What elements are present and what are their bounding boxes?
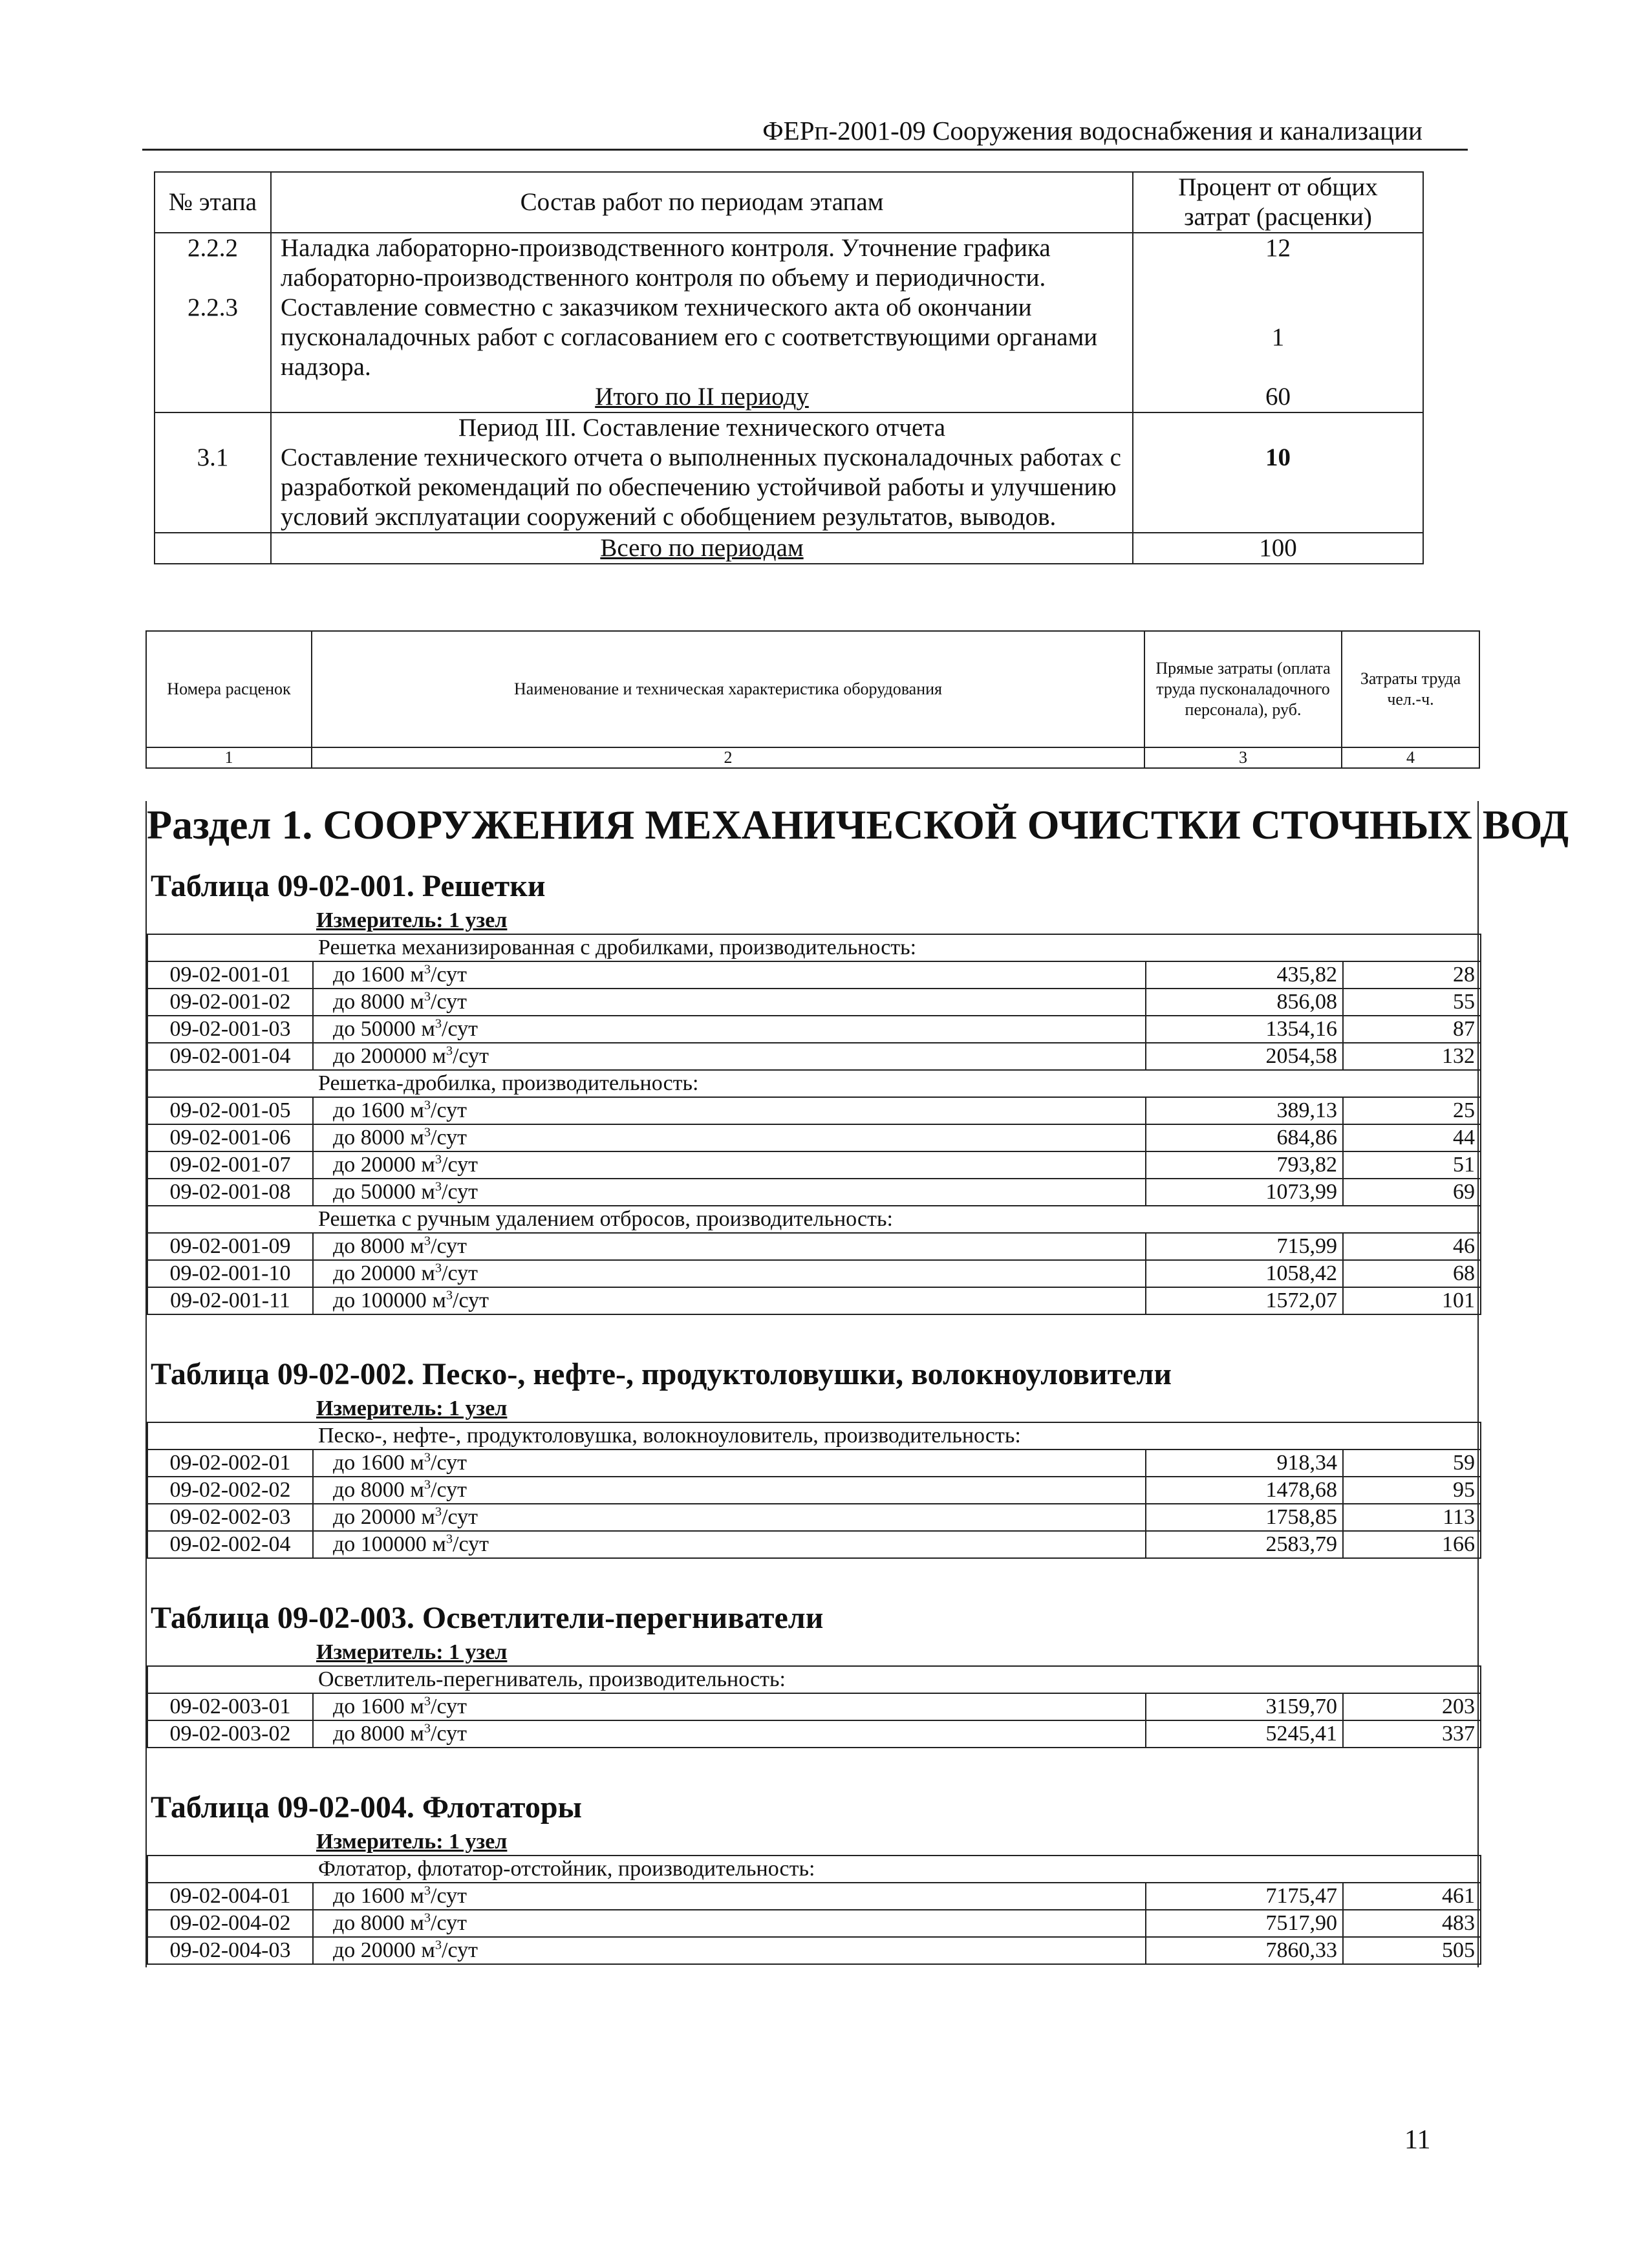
row-name: до 8000 $м^3$/сут	[313, 1124, 1146, 1151]
col-number: 2	[312, 747, 1144, 768]
row-name: до 1600 $м^3$/сут	[313, 1693, 1146, 1720]
group-label: Флотатор, флотатор-отстойник, производительность:	[313, 1856, 1481, 1883]
row-labor: 69	[1343, 1179, 1481, 1206]
period-title: Период III. Составление технического отчета	[271, 412, 1133, 443]
stages-table	[154, 171, 1424, 564]
period-title-row	[155, 412, 1423, 443]
row-name: до 20000 $м^3$/сут	[313, 1504, 1146, 1531]
group-label: Осветлитель-перегниватель, производительность:	[313, 1666, 1481, 1693]
group-row	[147, 1206, 1481, 1233]
row-name: до 8000 $м^3$/сут	[313, 989, 1146, 1016]
row-code: 09-02-003-02	[147, 1720, 313, 1748]
row-cost: 7175,47	[1146, 1883, 1343, 1910]
col-number: 3	[1144, 747, 1342, 768]
header-title: ФЕРп-2001-09 Сооружения водоснабжения и канализации	[762, 116, 1423, 145]
total-row	[155, 533, 1423, 564]
table-row	[147, 989, 1481, 1016]
row-cost: 7860,33	[1146, 1937, 1343, 1964]
running-header	[142, 109, 1468, 151]
table-row	[147, 1287, 1481, 1314]
table-title: Таблица 09-02-003. Осветлители-перегниватели	[151, 1601, 824, 1635]
group-row	[147, 1666, 1481, 1693]
row-name: до 100000 $м^3$/сут	[313, 1287, 1146, 1314]
table-row	[147, 1937, 1481, 1964]
table-row	[147, 1233, 1481, 1260]
row-code: 09-02-001-09	[147, 1233, 313, 1260]
table-meter: Измеритель: 1 узел	[316, 1830, 508, 1854]
group-row	[147, 1856, 1481, 1883]
row-cost: 2583,79	[1146, 1531, 1343, 1558]
group-label: Песко-, нефте-, продуктоловушка, волокноуловитель, производительность:	[313, 1422, 1481, 1450]
row-code: 09-02-002-04	[147, 1531, 313, 1558]
stage-number: 2.2.2	[155, 233, 271, 293]
col-header-direct-costs: Прямые затраты (оплата труда пусконаладочного персонала), руб.	[1144, 631, 1342, 747]
col-number: 4	[1342, 747, 1479, 768]
row-code: 09-02-001-03	[147, 1016, 313, 1043]
col-header-work: Состав работ по периодам этапам	[271, 172, 1133, 233]
group-label: Решетка с ручным удалением отбросов, производительность:	[313, 1206, 1481, 1233]
row-labor: 483	[1343, 1910, 1481, 1937]
table-row	[147, 1016, 1481, 1043]
row-cost: 5245,41	[1146, 1720, 1343, 1748]
row-name: до 200000 $м^3$/сут	[313, 1043, 1146, 1070]
table-row	[147, 1260, 1481, 1287]
row-labor: 68	[1343, 1260, 1481, 1287]
stage-percent: 10	[1133, 443, 1423, 533]
row-name: до 8000 $м^3$/сут	[313, 1910, 1146, 1937]
row-code: 09-02-001-07	[147, 1151, 313, 1179]
tables-container	[147, 868, 1477, 1965]
price-table-header	[145, 630, 1480, 769]
stage-number: 3.1	[155, 443, 271, 533]
table-meter: Измеритель: 1 узел	[316, 1396, 508, 1420]
row-cost: 793,82	[1146, 1151, 1343, 1179]
stage-percent: 1	[1133, 293, 1423, 382]
row-name: до 8000 $м^3$/сут	[313, 1720, 1146, 1748]
stage-row	[155, 293, 1423, 382]
row-cost: 1073,99	[1146, 1179, 1343, 1206]
table-row	[147, 1477, 1481, 1504]
col-header-stage: № этапа	[155, 172, 271, 233]
col-header-name: Наименование и техническая характеристика оборудования	[312, 631, 1144, 747]
row-cost: 1058,42	[1146, 1260, 1343, 1287]
row-code: 09-02-001-05	[147, 1097, 313, 1124]
row-labor: 59	[1343, 1450, 1481, 1477]
row-code: 09-02-001-06	[147, 1124, 313, 1151]
table-row	[147, 1043, 1481, 1070]
price-table	[145, 630, 1569, 1967]
row-labor: 461	[1343, 1883, 1481, 1910]
row-name: до 1600 $м^3$/сут	[313, 1883, 1146, 1910]
row-cost: 2054,58	[1146, 1043, 1343, 1070]
row-labor: 51	[1343, 1151, 1481, 1179]
table-row	[147, 961, 1481, 989]
row-cost: 3159,70	[1146, 1693, 1343, 1720]
group-row	[147, 1070, 1481, 1097]
table-title: Таблица 09-02-004. Флотаторы	[151, 1790, 583, 1824]
row-cost: 684,86	[1146, 1124, 1343, 1151]
stages-header-row	[155, 172, 1423, 233]
row-cost: 1758,85	[1146, 1504, 1343, 1531]
row-code: 09-02-001-04	[147, 1043, 313, 1070]
row-name: до 8000 $м^3$/сут	[313, 1477, 1146, 1504]
row-cost: 715,99	[1146, 1233, 1343, 1260]
group-row	[147, 1422, 1481, 1450]
row-labor: 101	[1343, 1287, 1481, 1314]
section-title: Раздел 1. СООРУЖЕНИЯ МЕХАНИЧЕСКОЙ ОЧИСТКИ СТОЧНЫХ ВОД	[147, 802, 1569, 848]
row-labor: 44	[1343, 1124, 1481, 1151]
group-row	[147, 934, 1481, 961]
total-percent: 100	[1133, 533, 1423, 564]
row-labor: 132	[1343, 1043, 1481, 1070]
row-name: до 50000 $м^3$/сут	[313, 1179, 1146, 1206]
stage-text: Наладка лабораторно-производственного контроля. Уточнение графика лабораторно-производственного контроля по объему и периодичности.	[271, 233, 1133, 293]
row-code: 09-02-004-01	[147, 1883, 313, 1910]
row-labor: 337	[1343, 1720, 1481, 1748]
stage-number: 2.2.3	[155, 293, 271, 382]
subtotal-text: Итого по II периоду	[271, 382, 1133, 412]
row-name: до 100000 $м^3$/сут	[313, 1531, 1146, 1558]
row-labor: 28	[1343, 961, 1481, 989]
row-code: 09-02-001-02	[147, 989, 313, 1016]
row-cost: 435,82	[1146, 961, 1343, 989]
row-code: 09-02-001-11	[147, 1287, 313, 1314]
table-row	[147, 1883, 1481, 1910]
table-title: Таблица 09-02-001. Решетки	[151, 869, 546, 903]
row-cost: 918,34	[1146, 1450, 1343, 1477]
stage-text: Составление совместно с заказчиком технического акта об окончании пусконаладочных работ с согласованием его с соответствующими органами надзора.	[271, 293, 1133, 382]
table-row	[147, 1097, 1481, 1124]
table-row	[147, 1450, 1481, 1477]
row-labor: 505	[1343, 1937, 1481, 1964]
price-rows-table	[147, 934, 1481, 1315]
row-code: 09-02-003-01	[147, 1693, 313, 1720]
table-title: Таблица 09-02-002. Песко-, нефте-, продуктоловушки, волокноуловители	[151, 1357, 1172, 1391]
col-header-percent: Процент от общих затрат (расценки)	[1133, 172, 1423, 233]
row-code: 09-02-001-08	[147, 1179, 313, 1206]
row-labor: 87	[1343, 1016, 1481, 1043]
row-labor: 166	[1343, 1531, 1481, 1558]
row-code: 09-02-002-01	[147, 1450, 313, 1477]
row-cost: 1478,68	[1146, 1477, 1343, 1504]
row-name: до 20000 $м^3$/сут	[313, 1151, 1146, 1179]
subtotal-percent: 60	[1133, 382, 1423, 412]
row-cost: 389,13	[1146, 1097, 1343, 1124]
row-labor: 203	[1343, 1693, 1481, 1720]
row-name: до 1600 $м^3$/сут	[313, 1450, 1146, 1477]
row-name: до 20000 $м^3$/сут	[313, 1260, 1146, 1287]
row-name: до 1600 $м^3$/сут	[313, 1097, 1146, 1124]
row-labor: 95	[1343, 1477, 1481, 1504]
row-code: 09-02-001-10	[147, 1260, 313, 1287]
stage-percent: 12	[1133, 233, 1423, 293]
page-number: 11	[1404, 2125, 1431, 2155]
row-cost: 856,08	[1146, 989, 1343, 1016]
subtotal-row	[155, 382, 1423, 412]
table-row	[147, 1124, 1481, 1151]
stage-row	[155, 443, 1423, 533]
col-number: 1	[146, 747, 312, 768]
table-row	[147, 1179, 1481, 1206]
row-labor: 55	[1343, 989, 1481, 1016]
row-name: до 50000 $м^3$/сут	[313, 1016, 1146, 1043]
row-cost: 7517,90	[1146, 1910, 1343, 1937]
row-name: до 20000 $м^3$/сут	[313, 1937, 1146, 1964]
table-row	[147, 1151, 1481, 1179]
price-rows-table	[147, 1422, 1481, 1559]
row-labor: 113	[1343, 1504, 1481, 1531]
price-rows-table	[147, 1855, 1481, 1965]
table-row	[147, 1504, 1481, 1531]
col-header-codes: Номера расценок	[146, 631, 312, 747]
row-code: 09-02-004-03	[147, 1937, 313, 1964]
table-meter: Измеритель: 1 узел	[316, 908, 508, 932]
row-code: 09-02-004-02	[147, 1910, 313, 1937]
group-label: Решетка-дробилка, производительность:	[313, 1070, 1481, 1097]
row-name: до 1600 $м^3$/сут	[313, 961, 1146, 989]
row-code: 09-02-002-03	[147, 1504, 313, 1531]
stage-row	[155, 233, 1423, 293]
row-code: 09-02-001-01	[147, 961, 313, 989]
row-labor: 46	[1343, 1233, 1481, 1260]
row-labor: 25	[1343, 1097, 1481, 1124]
row-code: 09-02-002-02	[147, 1477, 313, 1504]
table-row	[147, 1720, 1481, 1748]
row-name: до 8000 $м^3$/сут	[313, 1233, 1146, 1260]
table-row	[147, 1910, 1481, 1937]
table-row	[147, 1693, 1481, 1720]
price-rows-table	[147, 1665, 1481, 1748]
stage-text: Составление технического отчета о выполненных пусконаладочных работах с разработкой рекомендаций по обеспечению устойчивой работы и улучшению условий эксплуатации сооружений с обобщением результатов, выводов.	[271, 443, 1133, 533]
group-label: Решетка механизированная с дробилками, производительность:	[313, 934, 1481, 961]
table-row	[147, 1531, 1481, 1558]
row-cost: 1354,16	[1146, 1016, 1343, 1043]
row-cost: 1572,07	[1146, 1287, 1343, 1314]
table-meter: Измеритель: 1 узел	[316, 1640, 508, 1664]
col-header-labor: Затраты труда чел.-ч.	[1342, 631, 1479, 747]
total-text: Всего по периодам	[271, 533, 1133, 564]
price-table-body	[145, 801, 1569, 1967]
